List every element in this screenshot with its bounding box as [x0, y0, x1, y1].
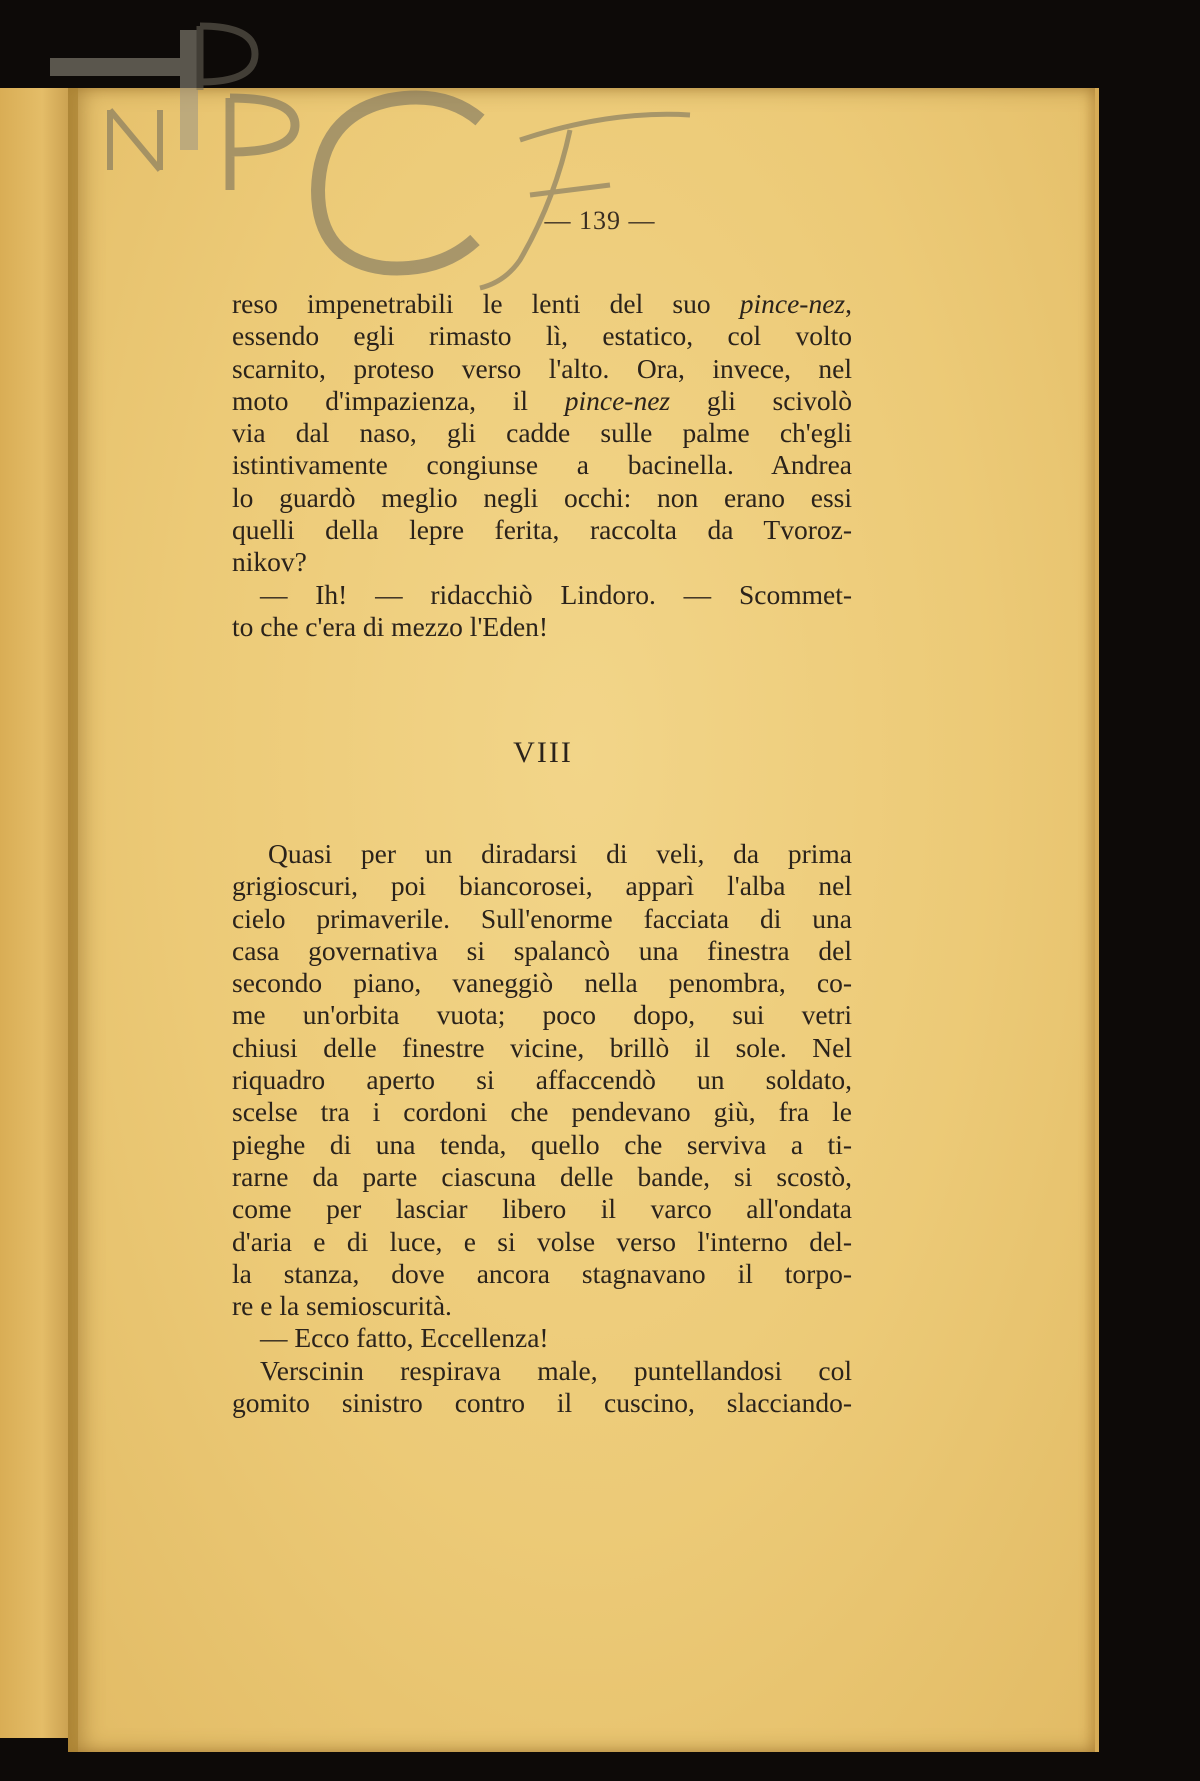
page-gutter-shadow: [68, 88, 78, 1752]
text-line: moto d'impazienza, il pince-nez gli scivolò: [232, 384, 852, 416]
text-line: grigioscuri, poi biancorosei, apparì l'alba nel: [232, 870, 852, 902]
text-line: re e la semioscurità.: [232, 1290, 452, 1322]
text-line: riquadro aperto si affaccendò un soldato,: [232, 1064, 852, 1096]
text-line: lo guardò meglio negli occhi: non erano essi: [232, 481, 852, 513]
text-line: d'aria e di luce, e si volse verso l'interno del-: [232, 1225, 852, 1257]
dialogue-line: — Ih! — ridacchiò Lindoro. — Scommet-: [260, 578, 852, 610]
text-line: casa governativa si spalancò una finestra del: [232, 934, 852, 966]
text-line: secondo piano, vaneggiò nella penombra, co-: [232, 967, 852, 999]
dialogue-line: — Ecco fatto, Eccellenza!: [260, 1322, 549, 1354]
text-line: me un'orbita vuota; poco dopo, sui vetri: [232, 999, 852, 1031]
text-line: scarnito, proteso verso l'alto. Ora, invece, nel: [232, 352, 852, 384]
facing-page-edge: [0, 88, 72, 1738]
text-line: nikov?: [232, 546, 307, 578]
text-line: cielo primaverile. Sull'enorme facciata di una: [232, 902, 852, 934]
text-line: la stanza, dove ancora stagnavano il torpo-: [232, 1257, 852, 1289]
text-line: essendo egli rimasto lì, estatico, col volto: [232, 320, 852, 352]
page-number: — 139 —: [544, 206, 656, 235]
text-line: reso impenetrabili le lenti del suo pince-nez,: [232, 288, 852, 319]
chapter-paragraph: [232, 838, 852, 1419]
text-line: scelse tra i cordoni che pendevano giù, fra le: [232, 1096, 852, 1128]
text-line: chiusi delle finestre vicine, brillò il sole. Nel: [232, 1031, 852, 1063]
text-line: rarne da parte ciascuna delle bande, si scostò,: [232, 1160, 852, 1192]
paragraph-continued: [232, 288, 852, 643]
text-line: Verscinin respirava male, puntellandosi col: [260, 1354, 852, 1386]
text-line: come per lasciar libero il varco all'ondata: [232, 1193, 852, 1225]
text-line: via dal naso, gli cadde sulle palme ch'egli: [232, 417, 852, 449]
library-monogram-watermark-icon: [50, 20, 710, 300]
text-line: quelli della lepre ferita, raccolta da Tvoroz-: [232, 514, 852, 546]
italic-term: pince-nez: [739, 288, 846, 319]
chapter-heading: VIII: [513, 736, 573, 769]
text-line: pieghe di una tenda, quello che serviva a ti-: [232, 1128, 852, 1160]
text-line: Quasi per un diradarsi di veli, da prima: [268, 838, 852, 869]
text-line: to che c'era di mezzo l'Eden!: [232, 610, 549, 642]
text-line: istintivamente congiunse a bacinella. Andrea: [232, 449, 852, 481]
text-line: gomito sinistro contro il cuscino, slacciando-: [232, 1387, 852, 1419]
italic-term: pince-nez: [564, 384, 671, 416]
